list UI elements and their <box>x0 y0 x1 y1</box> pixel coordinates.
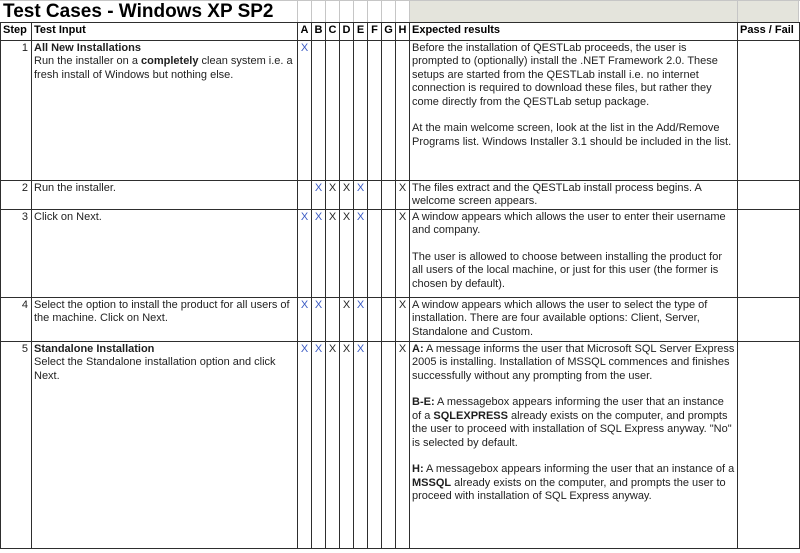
title-grid-cell-B <box>311 1 325 22</box>
mark-cell-G <box>382 297 396 341</box>
table-body <box>1 41 800 549</box>
column-header-H: H <box>396 23 410 41</box>
text: A messagebox appears informing the user that an instance of a <box>412 396 724 422</box>
column-header-test-input: Test Input <box>32 23 298 41</box>
expected-cell <box>410 209 738 297</box>
mark-cell-A: X <box>298 341 312 548</box>
mark-cell-F <box>368 209 382 297</box>
step-cell: 4 <box>1 297 32 341</box>
title-grid-cell-F <box>367 1 381 22</box>
expected-cell <box>410 341 738 548</box>
bold-text: MSSQL <box>412 476 452 489</box>
text: At the main welcome screen, look at the list in the Add/Remove Programs list. Windows Installer 3.1 should be included in the list. <box>412 122 732 148</box>
test-input-cell <box>32 297 298 341</box>
text: already exists on the computer, and prompts the user to proceed with installation of SQL Express anyway. <box>412 476 726 503</box>
mark-cell-E: X <box>354 341 368 548</box>
step-cell: 5 <box>1 341 32 548</box>
bold-text: SQLEXPRESS <box>433 409 508 422</box>
mark-cell-H: X <box>396 341 410 548</box>
mark-cell-A <box>298 181 312 210</box>
step-cell: 2 <box>1 181 32 210</box>
column-header-expected-results: Expected results <box>410 23 738 41</box>
expected-cell <box>410 41 738 181</box>
mark-cell-H: X <box>396 181 410 210</box>
mark-cell-E <box>354 41 368 181</box>
text: Run the installer. <box>34 182 116 194</box>
test-input-cell <box>32 341 298 548</box>
mark-cell-G <box>382 209 396 297</box>
mark-cell-H: X <box>396 297 410 341</box>
pass-fail-cell <box>738 41 800 181</box>
mark-cell-D: X <box>340 209 354 297</box>
table-row <box>1 209 800 297</box>
text: A window appears which allows the user to select the type of installation. There are four available options: Client, Server, Standalone and Custom. <box>412 298 708 338</box>
step-cell: 1 <box>1 41 32 181</box>
pass-fail-cell <box>738 181 800 210</box>
mark-cell-E: X <box>354 209 368 297</box>
mark-cell-B: X <box>312 209 326 297</box>
title-grid-cell-A <box>297 1 311 22</box>
mark-cell-B: X <box>312 297 326 341</box>
text: Select the Standalone installation option and click Next. <box>34 356 276 382</box>
text: A message informs the user that Microsoft SQL Server Express 2005 is installing. Installation of MSSQL commences and finishes successfully without any prompting from the user. <box>412 342 735 382</box>
mark-cell-H <box>396 41 410 181</box>
mark-cell-A: X <box>298 209 312 297</box>
column-header-E: E <box>354 23 368 41</box>
bold-text: All New Installations <box>34 42 141 54</box>
column-header-B: B <box>312 23 326 41</box>
mark-cell-H: X <box>396 209 410 297</box>
header-row <box>1 23 800 41</box>
title-grid-cell-C <box>325 1 339 22</box>
text: A window appears which allows the user to enter their username and company. <box>412 210 726 237</box>
pass-fail-cell <box>738 297 800 341</box>
bold-text: B-E: <box>412 396 435 409</box>
mark-cell-D: X <box>340 181 354 210</box>
step-cell: 3 <box>1 209 32 297</box>
mark-cell-A: X <box>298 297 312 341</box>
bold-text: A: <box>412 342 424 355</box>
text: already exists on the computer, and prompts the user to proceed with installation of SQL Express anyway. "No" is selected by default. <box>412 409 732 449</box>
bold-text: Standalone Installation <box>34 342 155 355</box>
mark-cell-D: X <box>340 297 354 341</box>
mark-cell-D <box>340 41 354 181</box>
mark-cell-G <box>382 341 396 548</box>
table-row <box>1 297 800 341</box>
mark-cell-F <box>368 181 382 210</box>
text: Before the installation of QESTLab proceeds, the user is prompted to (optionally) install the .NET Framework 2.0. These setups are started from the QESTLab install i.e. no internet connection is required to download these files, but rather they come directly from the QESTLab setup package. <box>412 42 718 108</box>
title-grid-cell-G <box>381 1 395 22</box>
title-grid-cell-D <box>339 1 353 22</box>
text: The files extract and the QESTLab install process begins. A welcome screen appears. <box>412 182 702 208</box>
column-header-D: D <box>340 23 354 41</box>
expected-cell <box>410 181 738 210</box>
test-input-cell <box>32 209 298 297</box>
page-title: Test Cases - Windows XP SP2 <box>3 1 274 22</box>
mark-cell-F <box>368 297 382 341</box>
text: Run the installer on a <box>34 55 142 68</box>
text: clean system i.e. a fresh install of Windows but nothing else. <box>34 55 293 81</box>
mark-cell-C <box>326 41 340 181</box>
mark-cell-G <box>382 41 396 181</box>
mark-cell-E: X <box>354 297 368 341</box>
test-case-table <box>0 22 800 549</box>
column-header-G: G <box>382 23 396 41</box>
mark-cell-D: X <box>340 341 354 548</box>
mark-cell-C: X <box>326 341 340 548</box>
expected-cell <box>410 297 738 341</box>
text: The user is allowed to choose between installing the product for all users of the local machine, or just for this user (the former is chosen by default). <box>412 251 723 290</box>
pass-fail-cell <box>738 209 800 297</box>
mark-cell-G <box>382 181 396 210</box>
mark-cell-C: X <box>326 209 340 297</box>
mark-cell-F <box>368 41 382 181</box>
title-grid-cell-H <box>395 1 409 22</box>
column-header-C: C <box>326 23 340 41</box>
text: A messagebox appears informing the user that an instance of a <box>423 463 735 476</box>
text: Select the option to install the product for all users of the machine. Click on Next. <box>34 298 290 325</box>
mark-cell-F <box>368 341 382 548</box>
title-grid-cell-E <box>353 1 367 22</box>
unused-area-passfail <box>737 1 799 22</box>
test-input-cell <box>32 181 298 210</box>
mark-cell-C: X <box>326 181 340 210</box>
column-header-F: F <box>368 23 382 41</box>
mark-cell-B: X <box>312 181 326 210</box>
pass-fail-cell <box>738 341 800 548</box>
mark-cell-E: X <box>354 181 368 210</box>
mark-cell-C <box>326 297 340 341</box>
table-row <box>1 181 800 210</box>
test-input-cell <box>32 41 298 181</box>
mark-cell-A: X <box>298 41 312 181</box>
unused-area-expected <box>409 1 737 22</box>
table-row <box>1 41 800 181</box>
title-row <box>0 0 800 22</box>
bold-text: H: <box>412 463 424 476</box>
column-header-step: Step <box>1 23 32 41</box>
text: Click on Next. <box>34 210 102 223</box>
table-row <box>1 341 800 548</box>
bold-text: completely <box>141 55 199 68</box>
mark-cell-B <box>312 41 326 181</box>
column-header-A: A <box>298 23 312 41</box>
mark-cell-B: X <box>312 341 326 548</box>
column-header-pass-fail: Pass / Fail <box>738 23 800 41</box>
